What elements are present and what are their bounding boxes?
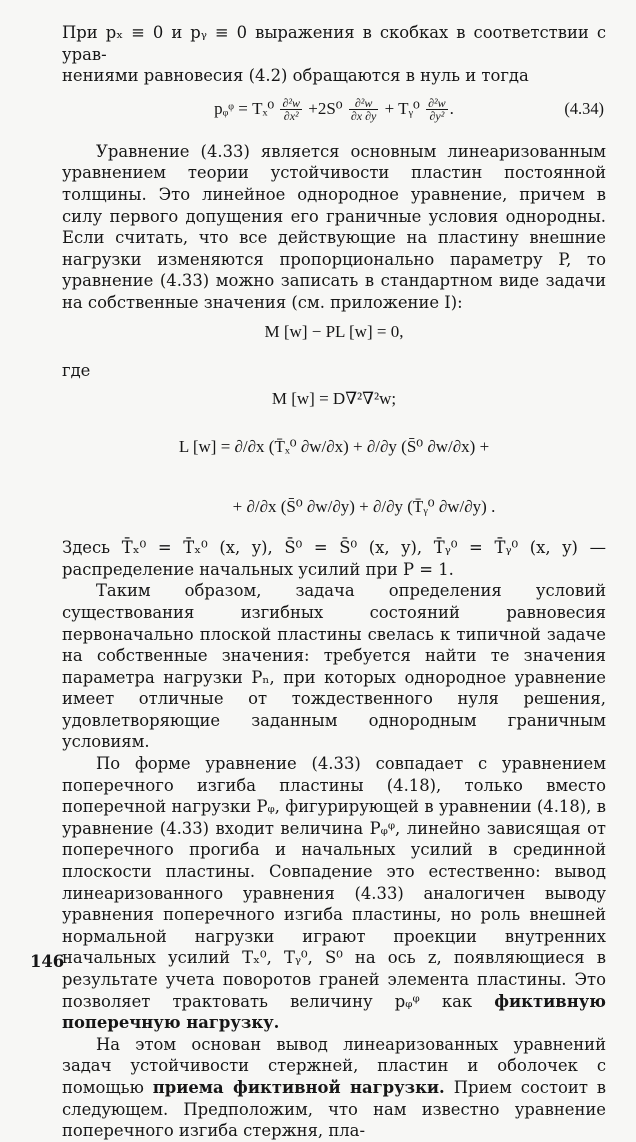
eq434-frac-1: $\frac{\text{∂²w}}{\text{∂x²}}$ (282, 95, 300, 124)
eq434-frac-2: $\frac{\text{∂²w}}{\partial x \partial y}$ (350, 95, 377, 124)
intro-line-2: нениями равновесия (4.2) обращаются в нуль и тогда (62, 66, 529, 86)
equation-M: M [w] = D∇²∇²w; (271, 389, 397, 409)
paragraph-4-bold: приема фиктивной нагрузки. (152, 1077, 445, 1097)
eq434-number: (4.34) (564, 98, 604, 118)
eq434-rhs: + Tᵧ⁰ (384, 98, 420, 118)
where-word: где (62, 360, 91, 380)
paragraph-1: Уравнение (4.33) является основным линеаризованным уравнением теории устойчивости пластин постоянной толщины. Это линейное однородное уравнение, причем в силу первого допущения его граничные условия однородны. Если считать, что все действующие на пластину внешние нагрузки изменяются пропорционально параметру P, то уравнение (4.33) можно записать в стандартном виде задачи на собственные значения (см. приложение I): (62, 141, 606, 312)
here-definition: Здесь T̄ₓ⁰ = T̄ₓ⁰ (x, y), S̄⁰ = S̄⁰ (x, y), T̄ᵧ⁰ = T̄ᵧ⁰ (x, y) — распределение начальных усилий при P = 1. (62, 538, 606, 579)
eq434-mid: +2S⁰ (308, 98, 343, 118)
equation-L-line-2: + ∂/∂x (S̄⁰ ∂w/∂y) + ∂/∂y (T̄ᵧ⁰ ∂w/∂y) . (232, 497, 496, 517)
paragraph-3 (62, 753, 606, 1034)
paragraph-4-text-a: На этом основан вывод линеаризованных уравнений задач устойчивости стержней, пластин и оболочек с помощью (62, 1034, 606, 1097)
page-number: 146 (30, 952, 65, 971)
paragraph-4-text-b: Прием состоит в следующем. Предположим, что нам известно уравнение поперечного изгиба стержня, пла- (62, 1077, 607, 1141)
eq434-lhs: pᵩᵠ = Tₓ⁰ (214, 98, 275, 118)
equation-L-line-1: L [w] = ∂/∂x (T̄ₓ⁰ ∂w/∂x) + ∂/∂y (S̄⁰ ∂w/∂x) + (178, 437, 490, 457)
intro-line-1: При pₓ ≡ 0 и pᵧ ≡ 0 выражения в скобках в соответствии с урав- (62, 23, 606, 64)
paragraph-3-bold: фиктивную поперечную нагрузку. (62, 991, 606, 1033)
paragraph-2: Таким образом, задача определения условий существования изгибных состояний равновесия первоначально плоской пластины свелась к типичной задаче на собственные значения: требуется найти те значения параметра нагрузки Pₙ, при которых однородное уравнение имеет отличные от тождественного нуля решения, удовлетворяющие заданным однородным граничным условиям. (62, 581, 606, 752)
paragraph-3-text: По форме уравнение (4.33) совпадает с уравнением поперечного изгиба пластины (4.18), только вместо поперечной нагрузки Pᵩ, фигурирующей в уравнении (4.18), в уравнение (4.33) входит величина Pᵩᵠ, линейно зависящая от поперечного прогиба и начальных усилий в срединной плоскости пластины. Совпадение это естественно: вывод линеаризованного уравнения (4.33) аналогичен выводу уравнения поперечного изгиба пластины, но роль внешней нормальной нагрузки играют проекции внутренних начальных усилий Tₓ⁰, Tᵧ⁰, S⁰ на ось z, появляющиеся в результате учета поворотов граней элемента пластины. Это позволяет трактовать величину pᵩᵠ как (62, 754, 606, 1011)
equation-eigen: M [w] − PL [w] = 0, (264, 321, 404, 341)
paragraph-4 (62, 1034, 606, 1142)
eq434-frac-3: $\frac{\text{∂²w}}{\text{∂y²}}$ (428, 95, 446, 124)
equation-4-34: pᵩᵠ = Tₓ⁰ $\frac{\text{∂²w}}{\text{∂x²}}$ +2S⁰ $\frac{\text{∂²w}}{\partial x \partial y}$ + Tᵧ⁰ $\frac{\text{∂²w}}{\text{∂y²}}$ . (4.34) (62, 87, 606, 131)
